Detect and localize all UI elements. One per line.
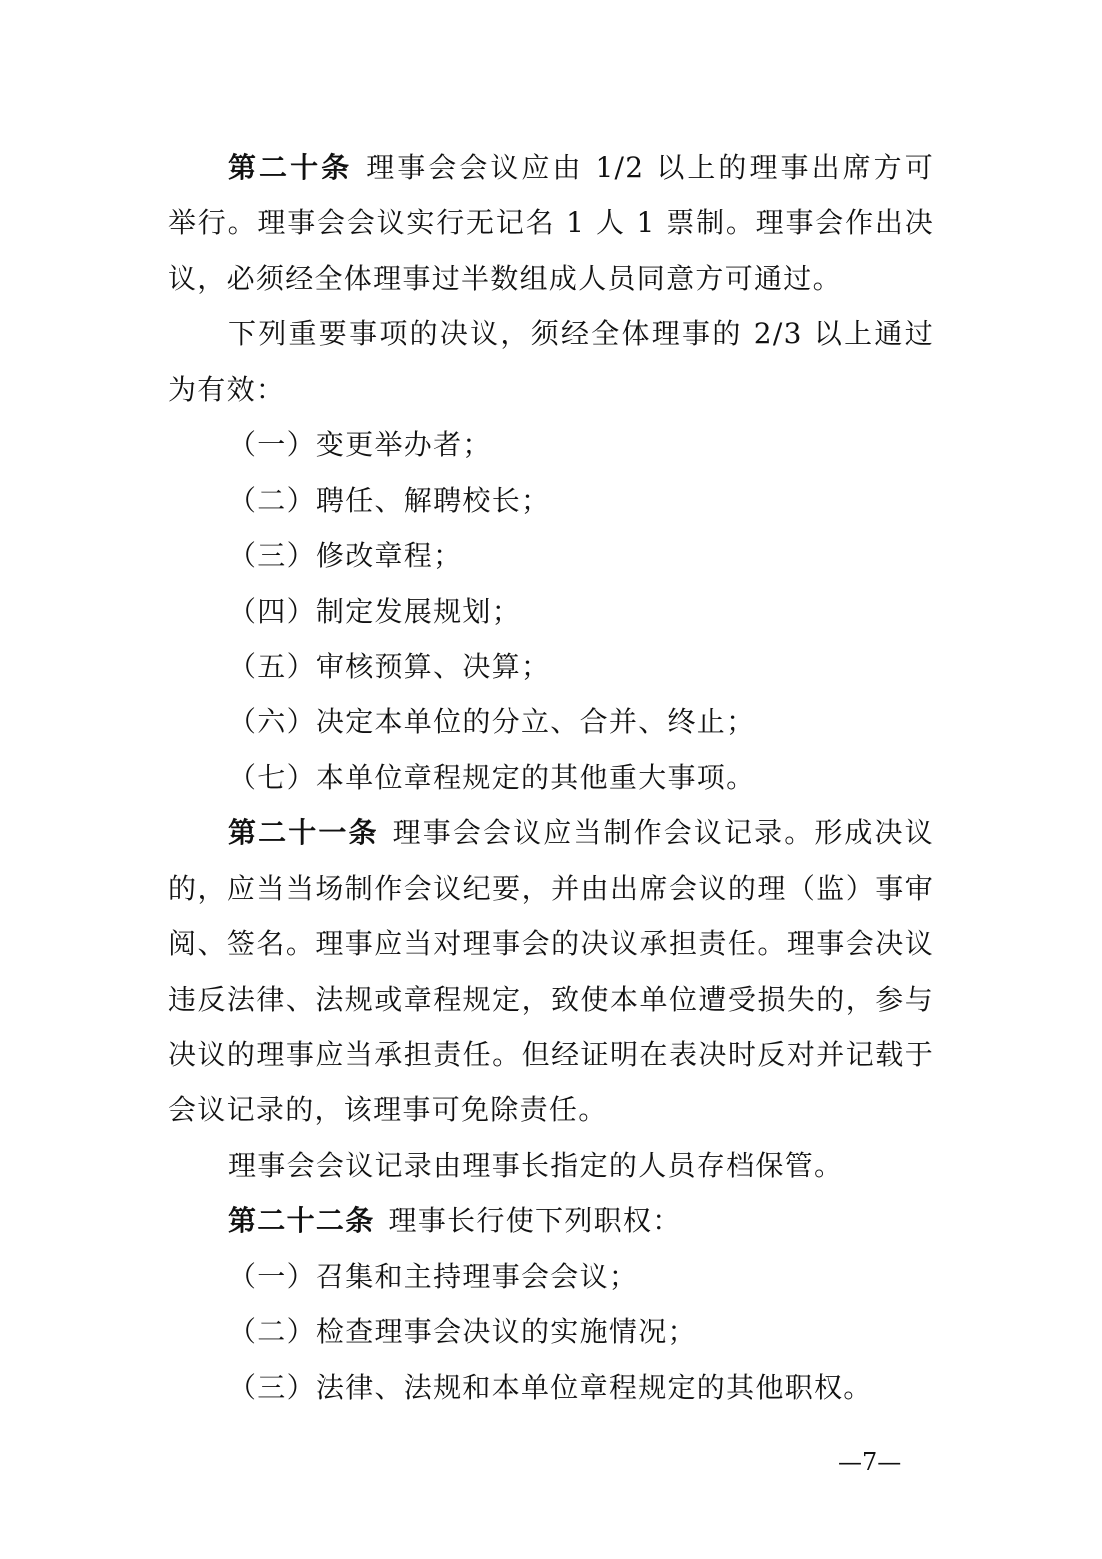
- major-matters-line-1: 下列重要事项的决议，须经全体理事的 2/3 以上通过: [228, 317, 934, 351]
- article-21-line-2: 的，应当当场制作会议纪要，并由出席会议的理（监）事审: [168, 871, 934, 905]
- list-item: （七）本单位章程规定的其他重大事项。: [228, 760, 756, 794]
- article-20-line-2: 举行。理事会会议实行无记名 1 人 1 票制。理事会作出决: [168, 206, 934, 240]
- list-item: （六）决定本单位的分立、合并、终止；: [228, 705, 756, 739]
- list-item: （三）法律、法规和本单位章程规定的其他职权。: [228, 1370, 873, 1404]
- article-22-text: 理事长行使下列职权：: [388, 1204, 682, 1238]
- article-22-line-1: [168, 1193, 934, 1248]
- records-paragraph: [168, 1138, 934, 1193]
- list-item: （一）召集和主持理事会会议；: [228, 1259, 639, 1293]
- major-matters-list: [168, 417, 934, 805]
- article-20-line-1: [168, 140, 934, 195]
- article-21-line-6: 会议记录的，该理事可免除责任。: [168, 1093, 608, 1127]
- list-item: （二）聘任、解聘校长；: [228, 483, 551, 517]
- article-21-line-3: 阅、签名。理事应当对理事会的决议承担责任。理事会决议: [168, 927, 934, 961]
- records-line-1: 理事会会议记录由理事长指定的人员存档保管。: [228, 1148, 844, 1182]
- page-number: —7—: [838, 1448, 902, 1476]
- document-body: [168, 140, 934, 1415]
- list-item: （三）修改章程；: [228, 539, 463, 573]
- chairman-powers-list: [168, 1249, 934, 1415]
- list-item: （一）变更举办者；: [228, 428, 492, 462]
- article-22: [168, 1193, 934, 1248]
- major-matters-paragraph: [168, 306, 934, 417]
- article-20-text: 理事会会议应由 1/2 以上的理事出席方可: [366, 151, 934, 184]
- article-21-line-5: 决议的理事应当承担责任。但经证明在表决时反对并记载于: [168, 1038, 934, 1071]
- list-item: （五）审核预算、决算；: [228, 649, 551, 683]
- article-21-line-4: 违反法律、法规或章程规定，致使本单位遭受损失的，参与: [168, 982, 934, 1016]
- major-matters-line-2: 为有效：: [168, 372, 286, 406]
- article-21: [168, 805, 934, 1138]
- article-22-heading: 第二十二条: [228, 1204, 375, 1238]
- article-21-heading: 第二十一条: [228, 816, 379, 850]
- article-20-heading: 第二十条: [228, 151, 353, 184]
- article-21-text: 理事会会议应当制作会议记录。形成决议: [392, 816, 934, 850]
- list-item: （四）制定发展规划；: [228, 594, 522, 628]
- article-20-line-3: 议，必须经全体理事过半数组成人员同意方可通过。: [168, 261, 842, 295]
- list-item: （二）检查理事会决议的实施情况；: [228, 1315, 697, 1349]
- article-21-line-1: [168, 805, 934, 860]
- article-20: [168, 140, 934, 306]
